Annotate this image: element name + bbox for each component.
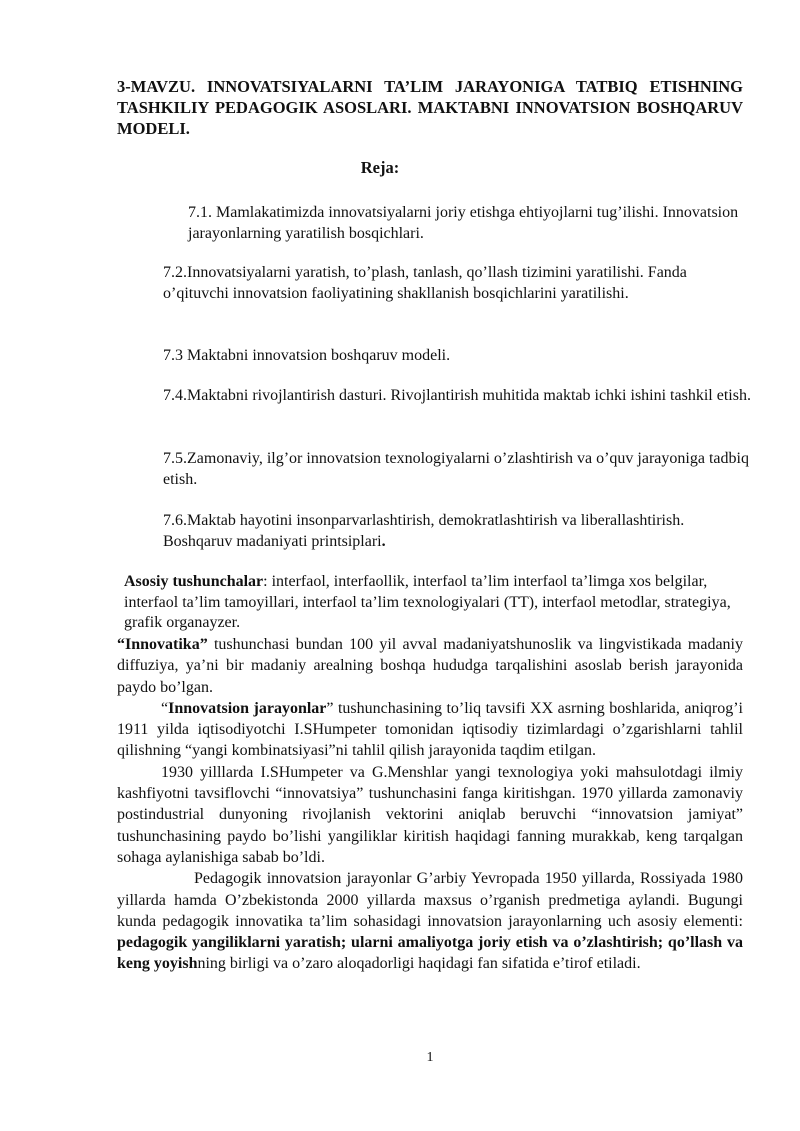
- body-text: [117, 634, 743, 975]
- paragraph-pedagogik-text: Pedagogik innovatsion jarayonlar G’arbiy Yevropada 1950 yillarda, Rossiyada 1980 yillarda hamda O’zbekistonda 2000 yillarda maxsus o’rganish predmetiga aylandi. Bugungi kunda pedagogik innovatika ta’lim sohasidagi innovatsion jarayonlarning uch asosiy elementi:: [117, 870, 743, 930]
- key-concepts: [124, 572, 752, 634]
- page-title: 3-MAVZU. INNOVATSIYALARNI TA’LIM JARAYONIGA TATBIQ ETISHNING TASHKILIY PEDAGOGIK ASOSLARI. MAKTABNI INNOVATSION BOSHQARUV MODELI.: [117, 77, 743, 138]
- plan-item-7-6-period: .: [381, 533, 386, 550]
- paragraph-innovatsion-jarayonlar-text: ” tushunchasining to’liq tavsifi XX asrning boshlarida, aniqrog’i 1911 yilda iqtisodiyotchi I.SHumpeter tomonidan iqtisodiy tizimlardagi o’zgarishlarni tahlil qilishning “yangi kombinatsiyasi”ni tahlil qilish jarayonida taqdim etilgan.: [117, 699, 743, 760]
- plan-item-7-5: 7.5.Zamonaviy, ilg’or innovatsion texnologiyalarni o’zlashtirish va o’quv jarayoniga tadbiq etish.: [163, 450, 749, 488]
- open-quote: “: [161, 699, 169, 717]
- page-number: 1: [426, 1050, 434, 1065]
- key-concepts-text: : interfaol, interfaollik, interfaol ta’lim interfaol ta’limga xos belgilar, interfaol ta’lim tamoyillari, interfaol ta’lim texnologiyalari (TT), interfaol metodlar, strategiya, grafik organayzer.: [124, 573, 731, 631]
- plan-item-7-1: 7.1. Mamlakatimizda innovatsiyalarni joriy etishga ehtiyojlarni tug’ilishi. Innovatsion jarayonlarning yaratilish bosqichlari.: [188, 204, 739, 242]
- paragraph-pedagogik-tail: ning birligi va o’zaro aloqadorligi haqidagi fan sifatida e’tirof etiladi.: [197, 955, 641, 973]
- plan-item-7-2: 7.2.Innovatsiyalarni yaratish, to’plash, tanlash, qo’llash tizimini yaratilishi. Fanda o’qituvchi innovatsion faoliyatining shakllanish bosqichlarini yaratilishi.: [163, 264, 687, 302]
- term-innovatsion-jarayonlar: Innovatsion jarayonlar: [168, 699, 327, 717]
- paragraph-1930: 1930 yilllarda I.SHumpeter va G.Menshlar yangi texnologiya yoki mahsulotdagi ilmiy kashfiyotni tavsiflovchi “innovatsiya” tushunchasini fanga kiritishgan. 1970 yillarda zamonaviy postindustrial dunyoning rivojlanish vektorini aniqlab beruvchi “innovatsion jamiyat” tushunchasining paydo bo’lishi yangiliklar kiritish haqidagi fanning murakkab, keng tarqalgan sohaga aylanishiga sabab bo’ldi.: [117, 763, 743, 866]
- plan-item-7-4: 7.4.Maktabni rivojlantirish dasturi. Rivojlantirish muhitida maktab ichki ishini tashkil etish.: [163, 387, 751, 404]
- key-concepts-label: Asosiy tushunchalar: [124, 573, 264, 590]
- term-innovatika: “Innovatika”: [117, 636, 208, 653]
- plan-item-7-6-text: 7.6.Maktab hayotini insonparvarlashtirish, demokratlashtirish va liberallashtirish. Boshqaruv madaniyati printsiplari: [163, 512, 685, 550]
- paragraph-innovatsion-jarayonlar: [117, 698, 743, 762]
- paragraph-innovatika: [117, 634, 743, 698]
- paragraph-pedagogik-bold: pedagogik yangiliklarni yaratish; ularni amaliyotga joriy etish va o’zlashtirish; qo’llash va keng yoyish: [117, 934, 743, 973]
- paragraph-pedagogik: [117, 868, 743, 974]
- paragraph-innovatika-text: tushunchasi bundan 100 yil avval madaniyatshunoslik va lingvistikada madaniy diffuziya, ya’ni bir madaniy arealning boshqa hududga tarqalishini asoslab berish jarayonida paydo bo’lgan.: [117, 636, 743, 696]
- plan-item-7-6: [163, 510, 753, 552]
- plan-heading: Reja:: [360, 158, 400, 177]
- plan-item-7-3: 7.3 Maktabni innovatsion boshqaruv modeli.: [163, 347, 451, 364]
